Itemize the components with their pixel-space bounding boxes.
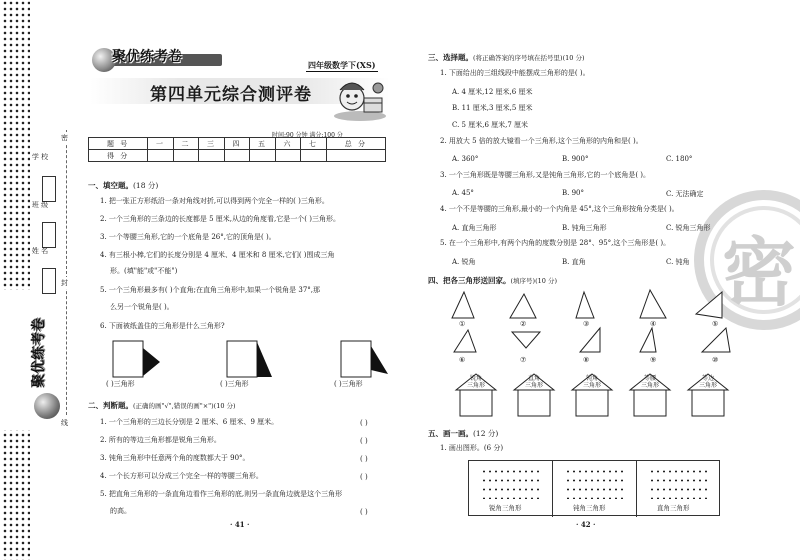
cut-char-2: 封 [61, 279, 68, 287]
school-label: 学 校 [31, 153, 49, 161]
covered-triangle-2 [226, 340, 276, 380]
triangle-7 [512, 332, 540, 348]
s2-item-1: 1. 一个三角形的三边长分别是 2 厘米、6 厘米、9 厘米。 [100, 418, 279, 426]
seal-line [66, 130, 67, 420]
answer-paren[interactable]: ( ) [360, 473, 368, 481]
s3-q4-opt-c[interactable]: C. 锐角三角形 [666, 224, 711, 232]
score-value-row: 得 分 [89, 150, 386, 162]
s1-q3: 3. 一个等腰三角形,它的一个底角是 26°,它的顶角是( )。 [100, 233, 276, 241]
class-field[interactable] [42, 222, 56, 248]
cut-char-3: 线 [61, 419, 68, 427]
s2-item-5-cont: 的高。 [110, 507, 131, 515]
s1-q5: 5. 一个三角形最多有( )个直角;在直角三角形中,如果一个锐角是 37°,那 [100, 286, 321, 294]
answer-paren[interactable]: ( ) [360, 437, 368, 445]
cut-char-1: 密 [61, 134, 68, 142]
s3-q2-opt-a[interactable]: A. 360° [452, 155, 479, 163]
s3-q1-opt-a[interactable]: A. 4 厘米,12 厘米,6 厘米 [452, 88, 533, 96]
dot-grid [649, 467, 709, 499]
s3-q2-opt-c[interactable]: C. 180° [666, 155, 693, 163]
s3-q1-opt-b[interactable]: B. 11 厘米,3 厘米,5 厘米 [452, 104, 533, 112]
triangle-num-2: ② [520, 320, 527, 328]
dot-grid [565, 467, 625, 499]
s3-q2: 2. 用放大 5 倍的放大镜看一个三角形,这个三角形的内角和是( )。 [440, 137, 643, 145]
fig-label-1: ( )三角形 [106, 380, 135, 388]
brand-logo: 聚优练考卷 [92, 46, 222, 72]
s1-q1: 1. 把一张正方形纸沿一条对角线对折,可以得到两个完全一样的( )三角形。 [100, 197, 329, 205]
house-label-3: 钝角 三角形 [582, 375, 601, 389]
s1-q5-cont: 么另一个锐角是( )。 [110, 303, 174, 311]
s3-q2-opt-b[interactable]: B. 900° [562, 155, 589, 163]
s3-q5-opt-c[interactable]: C. 钝角 [666, 258, 690, 266]
triangle-num-6: ⑥ [459, 356, 466, 364]
covered-triangle-3 [340, 340, 390, 380]
s3-q5-opt-b[interactable]: B. 直角 [562, 258, 586, 266]
caption-obtuse: 钝角三角形 [573, 504, 606, 512]
triangle-2 [510, 294, 536, 318]
side-brand-logo: 聚优练考卷 [31, 318, 47, 388]
house-label-4: 等腰 三角形 [640, 375, 659, 389]
triangle-num-5: ⑤ [712, 320, 719, 328]
triangle-num-1: ① [459, 320, 466, 328]
triangle-num-9: ⑨ [650, 356, 657, 364]
section-5-heading: 五、画一画。(12 分) [428, 429, 499, 438]
answer-paren[interactable]: ( ) [360, 455, 368, 463]
caption-acute: 锐角三角形 [489, 504, 522, 512]
triangle-num-4: ④ [650, 320, 657, 328]
s1-q6: 6. 下面被纸盖住的三角形是什么三角形? [100, 322, 225, 330]
s3-q5: 5. 在一个三角形中,有两个内角的度数分别是 28°、95°,这个三角形是( )。 [440, 239, 671, 247]
triangle-num-7: ⑦ [520, 356, 527, 364]
triangle-3 [576, 292, 594, 318]
triangle-num-3: ③ [583, 320, 590, 328]
s2-item-2: 2. 所有的等边三角形都是锐角三角形。 [100, 436, 221, 444]
page-number-left: · 41 · [230, 520, 250, 529]
house-label-2: 直角 三角形 [524, 375, 543, 389]
triangle-8 [580, 328, 600, 352]
house-label-1: 锐角 三角形 [466, 375, 485, 389]
globe-icon [34, 393, 60, 419]
triangle-9 [640, 328, 656, 352]
s1-q2: 2. 一个三角形的三条边的长度都是 5 厘米,从边的角度看,它是一个( )三角形。 [100, 215, 340, 223]
s1-q4-cont: 形。(填"能"或"不能") [110, 267, 178, 275]
name-label: 姓 名 [31, 247, 49, 255]
answer-paren[interactable]: ( ) [360, 419, 368, 427]
s3-q3-opt-b[interactable]: B. 90° [562, 189, 585, 197]
exam-meta: 时间:90 分钟 满分:100 分 [272, 132, 343, 139]
answer-paren[interactable]: ( ) [360, 508, 368, 516]
s5-q1: 1. 画出图形。(6 分) [440, 444, 504, 452]
dot-grid [481, 467, 541, 499]
score-table [88, 137, 386, 162]
s2-item-3: 3. 钝角三角形中任意两个角的度数都大于 90°。 [100, 454, 250, 462]
mascot-icon [330, 78, 390, 122]
binding-strip [0, 0, 78, 560]
caption-right: 直角三角形 [657, 504, 690, 512]
page-number-right: · 42 · [576, 520, 596, 529]
s3-q3-opt-a[interactable]: A. 45° [452, 189, 474, 197]
triangle-1 [452, 292, 474, 318]
s3-q1: 1. 下面给出的三组线段中能摆成三角形的是( )。 [440, 69, 590, 77]
class-label: 班 级 [31, 201, 49, 209]
s2-item-5: 5. 把直角三角形的一条直角边看作三角形的底,则另一条直角边就是这个三角形 [100, 490, 343, 498]
drawing-grid[interactable] [468, 460, 720, 516]
score-header-row: 题 号 一 二 三 四 五 六 七 总 分 [89, 138, 386, 150]
s3-q4-opt-a[interactable]: A. 直角三角形 [452, 224, 497, 232]
perforation-dots [2, 0, 30, 560]
section-4-heading: 四、把各三角形送回家。(填序号)(10 分) [428, 276, 557, 285]
s3-q1-opt-c[interactable]: C. 5 厘米,6 厘米,7 厘米 [452, 121, 529, 129]
triangle-set [440, 288, 740, 368]
page-title: 第四单元综合测评卷 [150, 85, 312, 105]
triangle-6 [454, 330, 476, 352]
s3-q3-opt-c[interactable]: C. 无法确定 [666, 190, 704, 198]
s3-q4-opt-b[interactable]: B. 钝角三角形 [562, 224, 607, 232]
triangle-5 [696, 292, 722, 318]
triangle-10 [702, 328, 730, 352]
fig-label-2: ( )三角形 [220, 380, 249, 388]
s3-q4: 4. 一个不是等腰的三角形,最小的一个内角是 45°,这个三角形按角分类是( )。 [440, 205, 679, 213]
school-field[interactable] [42, 176, 56, 202]
house-label-5: 等边 三角形 [698, 375, 717, 389]
seal-char: 密 [722, 230, 796, 316]
s2-item-4: 4. 一个长方形可以分成三个完全一样的等腰三角形。 [100, 472, 263, 480]
triangle-num-10: ⑩ [712, 356, 719, 364]
covered-triangle-1 [112, 340, 162, 380]
grade-tag: 四年级数学下(XS) [308, 60, 376, 70]
fig-label-3: ( )三角形 [334, 380, 363, 388]
s1-q4: 4. 有三根小棒,它们的长度分别是 4 厘米、4 厘米和 8 厘米,它们( )围成三角 [100, 251, 335, 259]
s3-q3: 3. 一个三角形既是等腰三角形,又是钝角三角形,它的一个底角是( )。 [440, 171, 651, 179]
triangle-num-8: ⑧ [583, 356, 590, 364]
section-2-heading: 二、判断题。(正确的画"√",错误的画"×")(10 分) [88, 401, 236, 410]
triangle-4 [640, 290, 666, 318]
section-1-heading: 一、填空题。(18 分) [88, 181, 159, 190]
s3-q5-opt-a[interactable]: A. 锐角 [452, 258, 476, 266]
section-3-heading: 三、选择题。(将正确答案的序号填在括号里)(10 分) [428, 53, 585, 62]
name-field[interactable] [42, 268, 56, 294]
